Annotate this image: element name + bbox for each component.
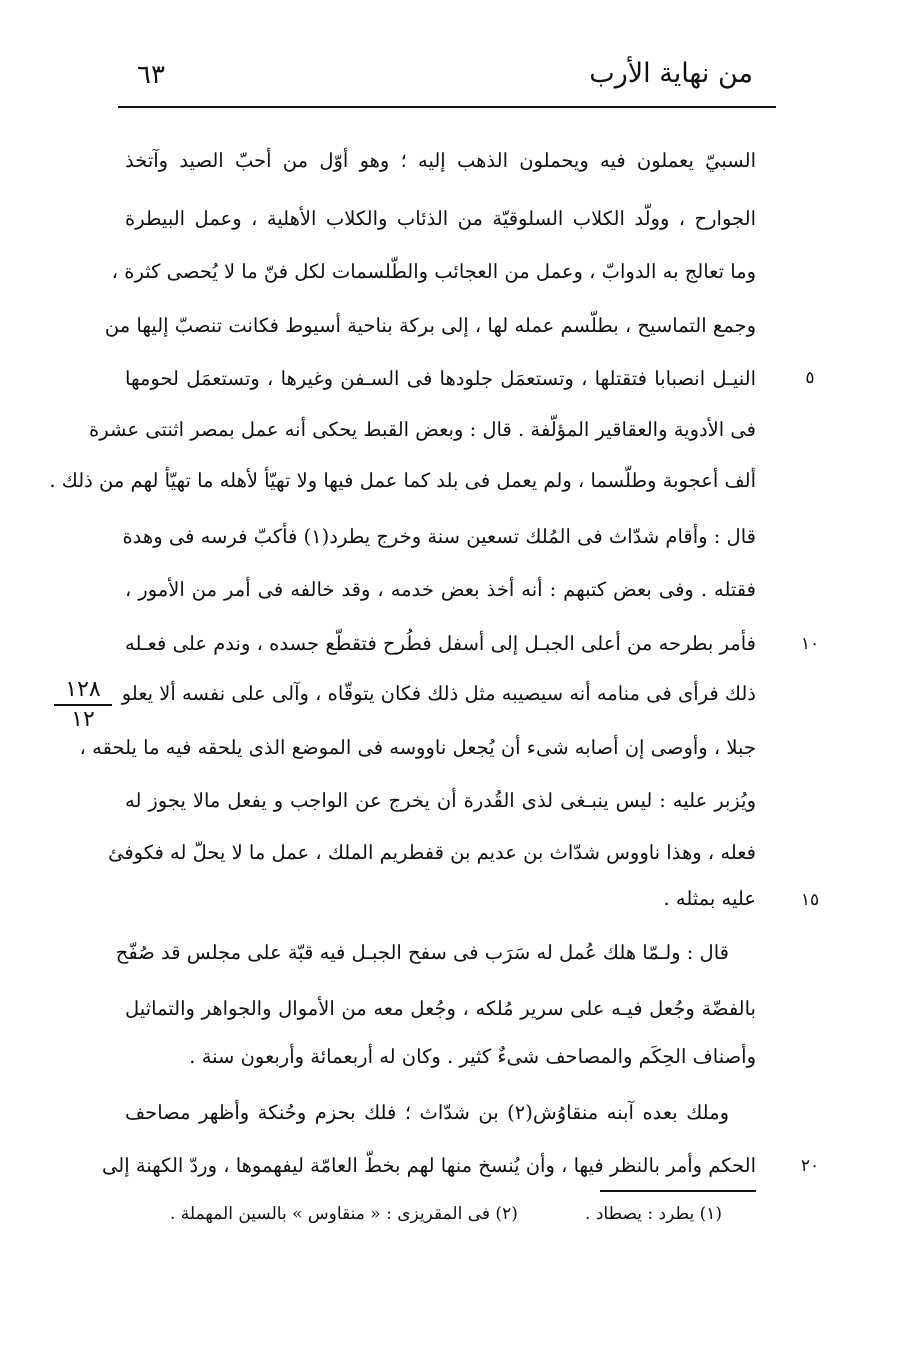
text-line: النيـل انصبابا فتقتلها ، وتستعمَل جلودها فى السـفن وغيرها ، وتستعمَل لحومها [125,367,756,390]
text-line: وملك بعده آبنه منقاوُش(٢) بن شدّاث ؛ فلك بحزم وحُنكة وأظهر مصاحف [125,1101,729,1124]
margin-reference-divider [54,704,112,706]
margin-reference-top: ١٢٨ [65,677,101,702]
text-line: جبلا ، وأوصى إن أصابه شىء أن يُجعل ناووسه فى الموضع الذى يلحقه فيه ما يلحقه ، [79,736,756,759]
margin-reference [48,678,118,732]
header-divider [118,106,776,108]
text-line: الجوارح ، وولّد الكلاب السلوقيّة من الذئاب والكلاب الأهلية ، وعمل البيطرة [125,207,756,230]
text-line: فى الأدوية والعقاقير المؤلّفة . قال : وبعض القبط يحكى أنه عمل بمصر اثنتى عشرة [88,418,756,441]
line-number: ١٥ [800,890,820,910]
footnote-2: (٢) فى المقريزى : « منقاوس » بالسين المهملة . [170,1204,518,1224]
line-number: ٥ [805,368,815,388]
text-line: السبيّ يعملون فيه ويحملون الذهب إليه ؛ وهو أوّل من أحبّ الصيد وآتخذ [125,149,756,172]
text-line: عليه بمثله . [663,887,756,910]
text-line: بالفضّة وجُعل فيـه على سرير مُلكه ، وجُعل معه من الأموال والجواهر والتماثيل [125,997,756,1020]
text-line: فقتله . وفى بعض كتبهم : أنه أخذ بعض خدمه ، وقد خالفه فى أمر من الأمور ، [125,578,756,601]
margin-reference-bottom: ١٢ [71,706,95,732]
footnotes [170,1204,722,1224]
text-line: قال : وأقام شدّاث فى المُلك تسعين سنة وخرج يطرد(١) فأكبّ فرسه فى وهدة [122,525,756,548]
text-line: فعله ، وهذا ناووس شدّاث بن عديم بن قفطريم الملك ، عمل ما لا يحلّ له فكوفئ [108,841,756,864]
footnote-divider [600,1190,756,1192]
text-line: وأصناف الحِكَم والمصاحف شىءٌ كثير . وكان له أربعمائة وأربعون سنة . [189,1045,756,1068]
text-line: ويُزبر عليه : ليس ينبـغى لذى القُدرة أن يخرج عن الواجب و يفعل مالا يجوز له [125,789,756,812]
text-line: قال : ولـمّا هلك عُمل له سَرَب فى سفح الجبـل فيه قبّة على مجلس قد صُفّح [115,941,729,964]
footnote-1: (١) يطرد : يصطاد . [585,1204,722,1224]
text-line: فأمر بطرحه من أعلى الجبـل إلى أسفل فطُرح فتقطّع جسده ، وندم على فعـله [125,632,756,655]
line-number: ٢٠ [800,1156,820,1176]
line-number: ١٠ [800,634,820,654]
text-line: وما تعالج به الدوابّ ، وعمل من العجائب والطّلسمات لكل فنّ ما لا يُحصى كثرة ، [111,260,756,283]
running-title: من نهاية الأرب [589,58,753,89]
text-line: الحكم وأمر بالنظر فيها ، وأن يُنسخ منها لهم بخطّ العامّة ليفهموها ، وردّ الكهنة إلى [102,1154,756,1177]
text-line: ذلك فرأى فى منامه أنه سيصيبه مثل ذلك فكان يتوقّاه ، وآلى على نفسه ألا يعلو [121,682,756,705]
text-line: وجمع التماسيح ، بطلّسم عمله لها ، إلى بركة بناحية أسيوط فكانت تنصبّ إليها من [104,314,756,337]
page-number: ٦٣ [137,60,165,90]
text-line: ألف أعجوبة وطلّسما ، ولم يعمل فى بلد كما عمل فيها ولا تهيّأ لأهله ما تهيّأ لهم من ذلك . [49,469,756,492]
